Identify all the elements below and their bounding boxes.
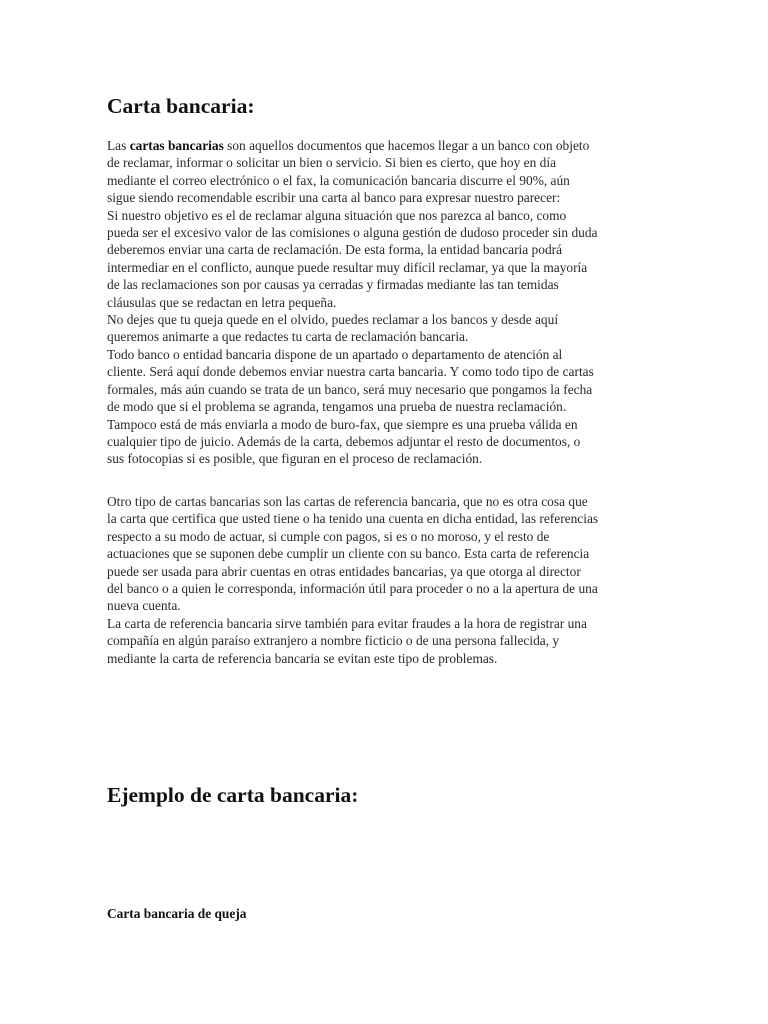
text-line: mediante el correo electrónico o el fax, la comunicación bancaria discurre el 90%, aún (107, 172, 570, 188)
text-line: compañía en algún paraíso extranjero a nombre ficticio o de una persona fallecida, y (107, 633, 560, 649)
text-line: intermediar en el conflicto, aunque puede resultar muy difícil reclamar, ya que la mayoría (107, 259, 588, 275)
text-line: Si nuestro objetivo es el de reclamar alguna situación que nos parezca al banco, como (107, 207, 567, 223)
text-line: sus fotocopias si es posible, que figuran en el proceso de reclamación. (107, 451, 483, 467)
section-heading: Ejemplo de carta bancaria: (107, 783, 359, 807)
text-line: sigue siendo recomendable escribir una carta al banco para expresar nuestro parecer: (107, 190, 561, 206)
text-line: respecto a su modo de actuar, si cumple con pagos, si es o no moroso, y el resto de (107, 528, 550, 544)
text-line: La carta de referencia bancaria sirve también para evitar fraudes a la hora de registrar una (107, 615, 587, 631)
text-line (107, 137, 667, 154)
intro-lead-text: Las (107, 138, 130, 153)
text-line: puede ser usada para abrir cuentas en otras entidades bancarias, ya que otorga al director (107, 563, 581, 579)
text-line: Todo banco o entidad bancaria dispone de un apartado o departamento de atención al (107, 346, 563, 362)
text-line: la carta que certifica que usted tiene o ha tenido una cuenta en dicha entidad, las referencias (107, 511, 599, 527)
text-line: cláusulas que se redactan en letra pequeña. (107, 294, 337, 310)
text-line: formales, más aún cuando se trata de un banco, será muy necesario que pongamos la fecha (107, 381, 593, 397)
text-line: deberemos enviar una carta de reclamación. De esta forma, la entidad bancaria podrá (107, 242, 563, 258)
bold-term: cartas bancarias (129, 138, 224, 153)
intro-rest-text: son aquellos documentos que hacemos llegar a un banco con objeto (223, 138, 590, 153)
subsection-heading: Carta bancaria de queja (107, 906, 247, 921)
text-line: de las reclamaciones son por causas ya cerradas y firmadas mediante las tan temidas (107, 277, 559, 293)
page-title: Carta bancaria: (107, 94, 255, 118)
text-line: No dejes que tu queja quede en el olvido, puedes reclamar a los bancos y desde aquí (107, 312, 559, 328)
text-line: Tampoco está de más enviarla a modo de buro-fax, que siempre es una prueba válida en (107, 416, 578, 432)
text-line: de reclamar, informar o solicitar un bien o servicio. Si bien es cierto, que hoy en día (107, 155, 557, 171)
text-line: cliente. Será aquí donde debemos enviar nuestra carta bancaria. Y como todo tipo de cartas (107, 364, 594, 380)
text-line: nueva cuenta. (107, 598, 181, 614)
text-line: del banco o a quien le corresponda, información útil para proceder o no a la apertura de una (107, 581, 598, 597)
text-line: de modo que si el problema se agranda, tengamos una prueba de nuestra reclamación. (107, 399, 567, 415)
text-line: mediante la carta de referencia bancaria se evitan este tipo de problemas. (107, 650, 498, 666)
intro-paragraph-block (107, 137, 667, 468)
text-line: Otro tipo de cartas bancarias son las cartas de referencia bancaria, que no es otra cosa que (107, 494, 588, 509)
text-line: pueda ser el excesivo valor de las comisiones o alguna gestión de dudoso proceder sin duda (107, 225, 598, 241)
text-line: cualquier tipo de juicio. Además de la carta, debemos adjuntar el resto de documentos, o (107, 433, 581, 449)
text-line: actuaciones que se suponen debe cumplir un cliente con su banco. Esta carta de referencia (107, 546, 590, 562)
text-line: queremos animarte a que redactes tu carta de reclamación bancaria. (107, 329, 469, 345)
referencia-paragraph-block (107, 493, 667, 667)
